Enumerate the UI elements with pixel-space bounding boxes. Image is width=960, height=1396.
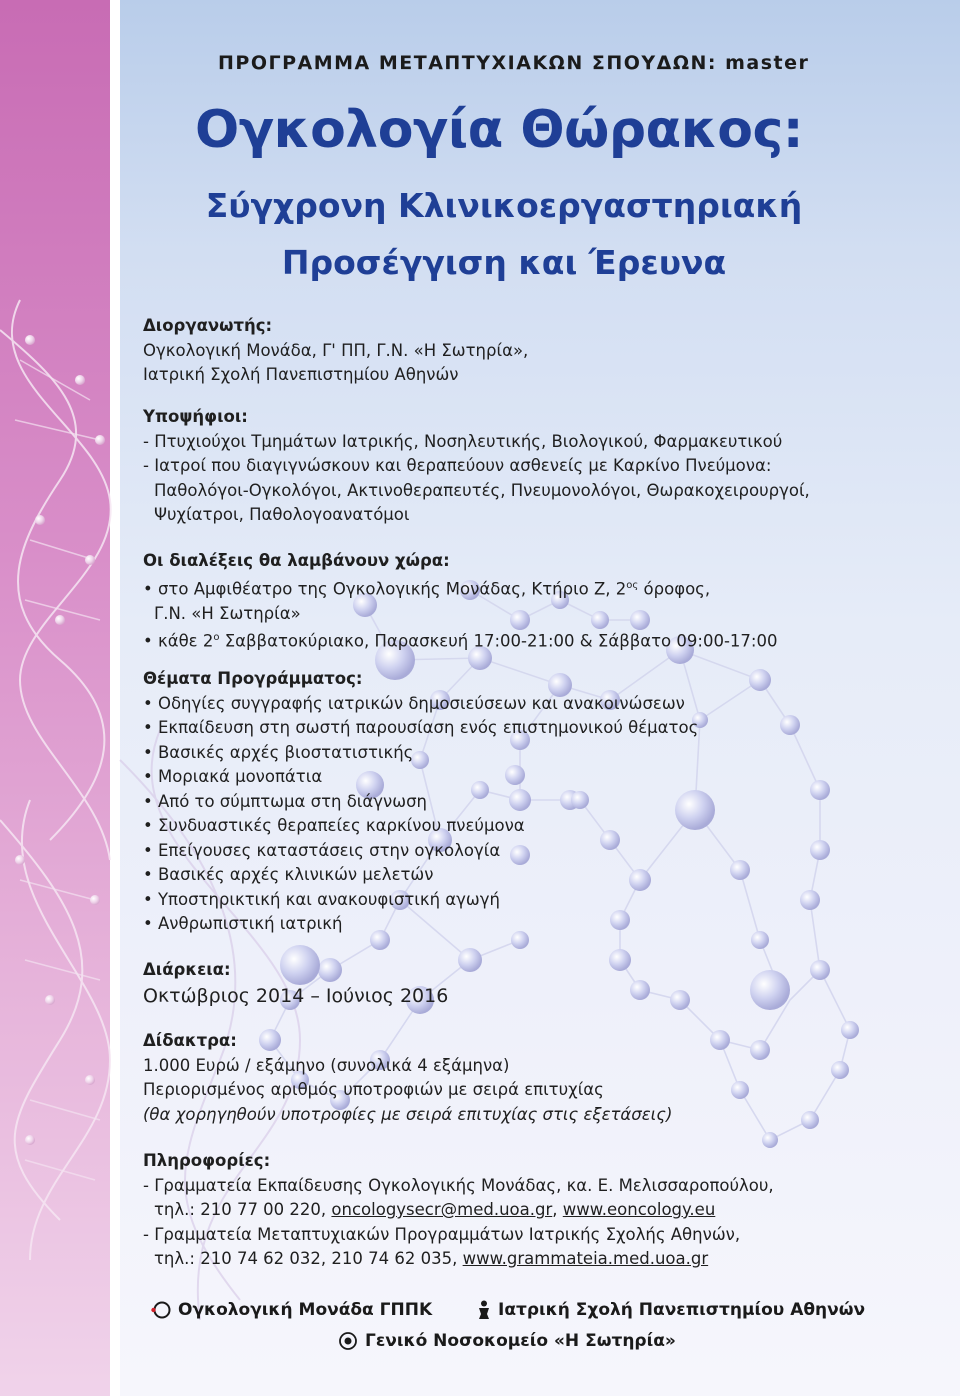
topic-item: • Ανθρωπιστική ιατρική <box>143 914 343 933</box>
organizer-line-1: Ογκολογική Μονάδα, Γ' ΠΠ, Γ.Ν. «Η Σωτηρία», <box>143 340 529 360</box>
organizer-heading: Διοργανωτής: <box>143 316 273 335</box>
contact-1-phone: τηλ.: 210 77 00 220, <box>154 1200 332 1219</box>
topics-list <box>143 692 698 937</box>
location-item-2 <box>143 626 777 654</box>
topic-item: • Επείγουσες καταστάσεις στην ογκολογία <box>143 840 501 860</box>
topic-item: • Από το σύμπτωμα στη διάγνωση <box>143 791 427 811</box>
subtitle-line-2: Προσέγγιση και Έρευνα <box>281 243 727 282</box>
topic-item: • Οδηγίες συγγραφής ιατρικών δημοσιεύσεων και ανακοινώσεων <box>143 693 685 713</box>
subtitle-line-1: Σύγχρονη Κλινικοεργαστηριακή <box>205 186 803 225</box>
contact-2-phone: τηλ.: 210 74 62 032, 210 74 62 035, <box>154 1249 463 1268</box>
contact-1-separator: , <box>552 1200 563 1219</box>
location-item-2-schedule: Σαββατοκύριακο, Παρασκευή 17:00-21:00 & Σάββατο 09:00-17:00 <box>219 631 778 651</box>
oncology-unit-name: Ογκολογική Μονάδα ΓΠΠΚ <box>178 1300 433 1320</box>
contact-2-web-link[interactable]: www.grammateia.med.uoa.gr <box>462 1249 709 1268</box>
organizer-line-2: Ιατρική Σχολή Πανεπιστημίου Αθηνών <box>143 365 459 384</box>
contact-1-line-2 <box>143 1198 774 1223</box>
candidates-section <box>143 405 810 528</box>
program-label: ΠΡΟΓΡΑΜΜΑ ΜΕΤΑΠΤΥΧΙΑΚΩΝ ΣΠΟΥΔΩΝ: master <box>218 52 810 74</box>
info-heading: Πληροφορίες: <box>143 1151 271 1170</box>
candidates-item-2: - Ιατροί που διαγιγνώσκουν και θεραπεύουν ασθενείς με Καρκίνο Πνεύμονα: <box>143 456 772 475</box>
candidates-item-1: - Πτυχιούχοι Τμημάτων Ιατρικής, Νοσηλευτικής, Βιολογικού, Φαρμακευτικού <box>143 431 783 451</box>
contact-1-line-1: - Γραμματεία Εκπαίδευσης Ογκολογικής Μονάδας, κα. Ε. Μελισσαροπούλου, <box>143 1175 774 1195</box>
medical-school-name: Ιατρική Σχολή Πανεπιστημίου Αθηνών <box>498 1300 866 1320</box>
info-section <box>143 1149 774 1272</box>
location-item-1-text: • στο Αμφιθέατρο της Ογκολογικής Μονάδας, Κτήριο Ζ, 2 <box>143 579 627 598</box>
fees-line-1: 1.000 Ευρώ / εξάμηνο (συνολικά 4 εξάμηνα) <box>143 1055 510 1075</box>
topic-item: • Βασικές αρχές κλινικών μελετών <box>143 865 434 884</box>
fees-line-3: (θα χορηγηθούν υποτροφίες με σειρά επιτυχίας στις εξετάσεις) <box>143 1104 673 1124</box>
footer-hospital <box>337 1331 676 1351</box>
topic-item: • Εκπαίδευση στη σωστή παρουσίαση ενός επιστημονικού θέματος <box>143 718 699 737</box>
location-section <box>143 549 777 654</box>
location-item-1-floor: όροφος, <box>638 579 711 598</box>
fees-section <box>143 1029 672 1127</box>
location-item-1 <box>143 574 777 602</box>
oncology-unit-logo-icon <box>150 1300 172 1320</box>
duration-heading: Διάρκεια: <box>143 960 231 979</box>
candidates-heading: Υποψήφιοι: <box>143 407 248 426</box>
topic-item: • Συνδυαστικές θεραπείες καρκίνου πνεύμονα <box>143 816 525 835</box>
footer-medical-school <box>476 1300 865 1320</box>
duration-section <box>143 958 448 1009</box>
topic-item: • Υποστηρικτική και ανακουφιστική αγωγή <box>143 889 500 909</box>
candidates-item-2-cont: Παθολόγοι-Ογκολόγοι, Ακτινοθεραπευτές, Πνευμονολόγοι, Θωρακοχειρουργοί, <box>154 480 810 500</box>
location-item-1-cont: Γ.Ν. «Η Σωτηρία» <box>154 603 301 623</box>
topic-item: • Μοριακά μονοπάτια <box>143 767 323 786</box>
weekend-superscript: ο <box>213 632 220 643</box>
fees-line-2: Περιορισμένος αριθμός υποτροφιών με σειρά επιτυχίας <box>143 1080 604 1099</box>
medical-school-logo-icon <box>476 1300 492 1320</box>
floor-superscript: ος <box>626 579 639 591</box>
location-item-2-text: • κάθε 2 <box>143 631 214 651</box>
location-heading: Οι διαλέξεις θα λαμβάνουν χώρα: <box>143 551 450 570</box>
duration-value: Οκτώβριος 2014 – Ιούνιος 2016 <box>143 984 449 1007</box>
topics-heading: Θέματα Προγράμματος: <box>143 669 363 688</box>
main-title: Ογκολογία Θώρακος: <box>195 100 804 160</box>
footer-oncology-unit <box>150 1300 432 1320</box>
contact-1-web-link[interactable]: www.eoncology.eu <box>562 1200 716 1219</box>
hospital-name: Γενικό Νοσοκομείο «Η Σωτηρία» <box>365 1331 676 1351</box>
contact-2-line-2 <box>143 1247 774 1272</box>
organizer-section <box>143 314 528 388</box>
topic-item: • Βασικές αρχές βιοστατιστικής <box>143 742 414 762</box>
candidates-item-2-cont-2: Ψυχίατροι, Παθολογοανατόμοι <box>154 505 410 524</box>
contact-1-email-link[interactable]: oncologysecr@med.uoa.gr <box>331 1200 553 1219</box>
hospital-logo-icon <box>337 1331 359 1351</box>
contact-2-line-1: - Γραμματεία Μεταπτυχιακών Προγραμμάτων Ιατρικής Σχολής Αθηνών, <box>143 1224 741 1244</box>
topics-section <box>143 667 698 937</box>
fees-heading: Δίδακτρα: <box>143 1031 237 1050</box>
